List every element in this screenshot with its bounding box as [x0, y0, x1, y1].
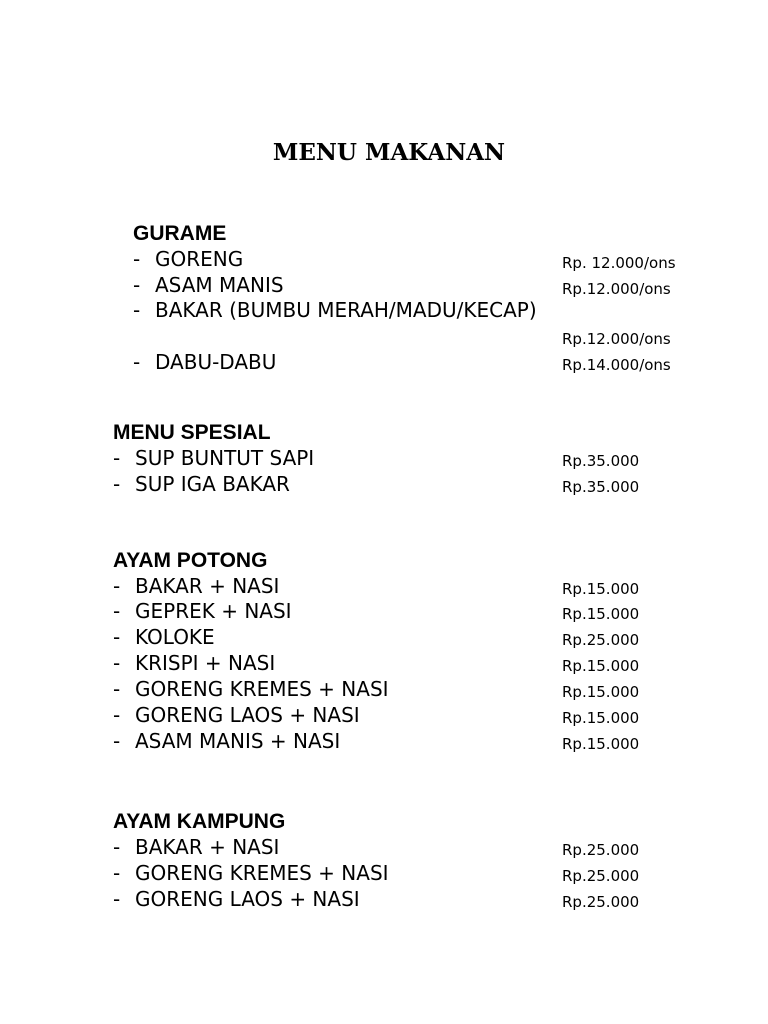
- section-heading-menu-spesial: MENU SPESIAL: [113, 421, 271, 444]
- menu-item: - SUP BUNTUT SAPI: [113, 446, 315, 470]
- item-name: BAKAR + NASI: [135, 574, 280, 598]
- menu-item: - DABU-DABU: [133, 350, 277, 374]
- item-name: GORENG KREMES + NASI: [135, 861, 389, 885]
- item-price: Rp.15.000: [562, 657, 640, 675]
- item-name: GEPREK + NASI: [135, 599, 292, 623]
- menu-item: - ASAM MANIS + NASI: [113, 729, 341, 753]
- menu-item: - GORENG LAOS + NASI: [113, 887, 360, 911]
- section-heading-ayam-potong: AYAM POTONG: [113, 549, 268, 572]
- menu-title: MENU MAKANAN: [272, 139, 506, 166]
- menu-item: - GORENG KREMES + NASI: [113, 861, 389, 885]
- item-price: Rp.25.000: [562, 841, 640, 859]
- section-heading-ayam-kampung: AYAM KAMPUNG: [113, 810, 286, 833]
- item-name: GORENG: [155, 247, 244, 271]
- menu-item: - BAKAR + NASI: [113, 574, 280, 598]
- item-price: Rp. 12.000/ons: [562, 254, 676, 272]
- item-name: SUP BUNTUT SAPI: [135, 446, 315, 470]
- item-price: Rp.15.000: [562, 735, 640, 753]
- item-name: GORENG KREMES + NASI: [135, 677, 389, 701]
- menu-item: - BAKAR (BUMBU MERAH/MADU/KECAP): [133, 298, 537, 322]
- item-price: Rp.14.000/ons: [562, 356, 671, 374]
- item-name: DABU-DABU: [155, 350, 277, 374]
- menu-item: - GEPREK + NASI: [113, 599, 292, 623]
- item-name: ASAM MANIS: [155, 273, 284, 297]
- item-name: ASAM MANIS + NASI: [135, 729, 341, 753]
- item-price: Rp.25.000: [562, 631, 640, 649]
- menu-item: - BAKAR + NASI: [113, 835, 280, 859]
- item-price: Rp.15.000: [562, 580, 640, 598]
- menu-item: - GORENG: [133, 247, 244, 271]
- menu-item: - GORENG LAOS + NASI: [113, 703, 360, 727]
- item-price: Rp.15.000: [562, 683, 640, 701]
- item-price: Rp.35.000: [562, 452, 640, 470]
- item-price: Rp.25.000: [562, 893, 640, 911]
- item-name: KOLOKE: [135, 625, 215, 649]
- item-price: Rp.25.000: [562, 867, 640, 885]
- item-name: GORENG LAOS + NASI: [135, 887, 360, 911]
- menu-item: - ASAM MANIS: [133, 273, 284, 297]
- item-price: Rp.12.000/ons: [562, 280, 671, 298]
- item-price: Rp.12.000/ons: [562, 330, 671, 348]
- menu-item: - KOLOKE: [113, 625, 215, 649]
- menu-item: - KRISPI + NASI: [113, 651, 276, 675]
- item-name: BAKAR + NASI: [135, 835, 280, 859]
- item-name: BAKAR (BUMBU MERAH/MADU/KECAP): [155, 298, 537, 322]
- item-name: KRISPI + NASI: [135, 651, 276, 675]
- item-price: Rp.15.000: [562, 709, 640, 727]
- item-name: GORENG LAOS + NASI: [135, 703, 360, 727]
- section-heading-gurame: GURAME: [133, 222, 227, 245]
- item-price: Rp.35.000: [562, 478, 640, 496]
- item-name: SUP IGA BAKAR: [135, 472, 290, 496]
- menu-item: - SUP IGA BAKAR: [113, 472, 290, 496]
- menu-item: - GORENG KREMES + NASI: [113, 677, 389, 701]
- item-price: Rp.15.000: [562, 605, 640, 623]
